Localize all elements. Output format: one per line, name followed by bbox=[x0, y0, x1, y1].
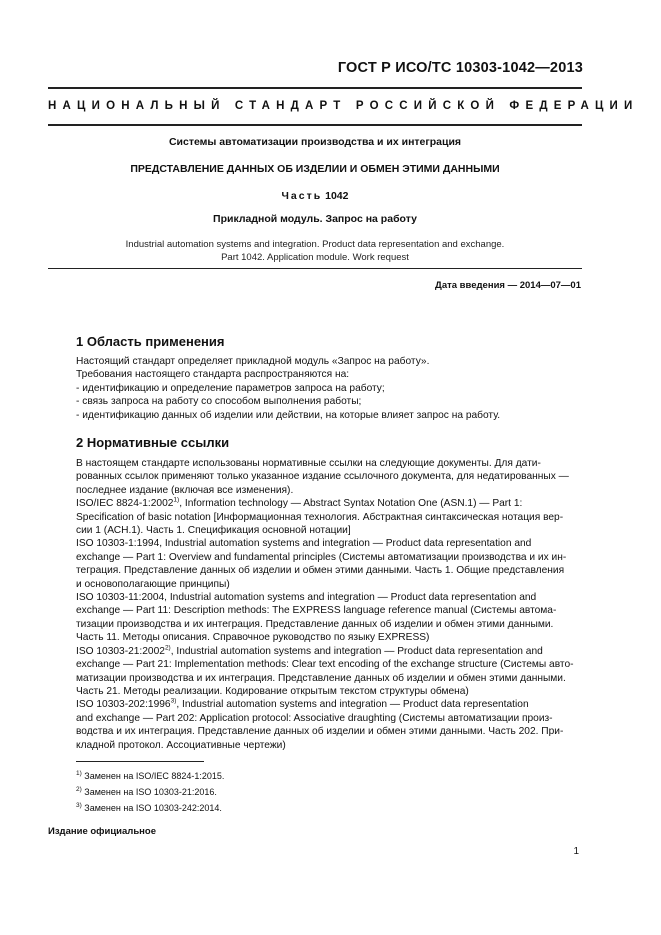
introduction-date: Дата введения — 2014—07—01 bbox=[435, 280, 581, 291]
ref-text: , Industrial automation systems and integration — Product data representation and bbox=[170, 645, 543, 657]
ref-line: теграция. Представление данных об изделии и обмен этими данными. Часть 1. Общие представления bbox=[76, 565, 565, 577]
ref-id: ISO 10303-21:2002 bbox=[76, 645, 165, 657]
section-heading-scope: 1 Область применения bbox=[76, 334, 225, 349]
footnote-mark: 2) bbox=[76, 786, 82, 793]
english-title-line: Industrial automation systems and integration. Product data representation and exchange. bbox=[125, 239, 505, 250]
scope-line: Требования настоящего стандарта распространяются на: bbox=[76, 369, 350, 381]
footnote-ref: 2) bbox=[164, 644, 171, 652]
scope-line: - связь запроса на работу со способом выполнения работы; bbox=[76, 396, 362, 408]
scope-line: Настоящий стандарт определяет прикладной модуль «Запрос на работу». bbox=[76, 356, 430, 367]
official-edition-label: Издание официальное bbox=[48, 826, 156, 837]
footnotes bbox=[76, 767, 224, 815]
ref-text: , Information technology — Abstract Syntax Notation One (ASN.1) — Part 1: bbox=[179, 498, 523, 510]
ref-line: exchange — Part 11: Description methods: The EXPRESS language reference manual (Системы автома- bbox=[76, 605, 557, 617]
ref-line: рованных ссылок применяют только указанное издание ссылочного документа, для недатированных — bbox=[76, 471, 569, 483]
ref-line: В настоящем стандарте использованы нормативные ссылки на следующие документы. Для дати- bbox=[76, 458, 541, 469]
footnote bbox=[76, 783, 224, 799]
module-title: Прикладной модуль. Запрос на работу bbox=[213, 213, 417, 225]
main-title: ПРЕДСТАВЛЕНИЕ ДАННЫХ ОБ ИЗДЕЛИИ И ОБМЕН ЭТИМИ ДАННЫМИ bbox=[130, 163, 500, 175]
section-heading-references: 2 Нормативные ссылки bbox=[76, 435, 230, 450]
page-number: 1 bbox=[573, 846, 579, 857]
part-number: 1042 bbox=[325, 190, 349, 202]
ref-line: Часть 11. Методы описания. Справочное руководство по языку EXPRESS) bbox=[76, 632, 430, 644]
footnote bbox=[76, 767, 224, 783]
footnote-text: Заменен на ISO/IEC 8824-1:2015. bbox=[81, 771, 225, 781]
part-label: Часть bbox=[281, 190, 323, 202]
footnote-rule bbox=[76, 761, 204, 762]
ref-line bbox=[76, 698, 582, 711]
ref-line: ISO 10303-11:2004, Industrial automation systems and integration — Product data representation and bbox=[76, 592, 537, 604]
scope-line: - идентификацию данных об изделии или действии, на которые влияет запрос на работу. bbox=[76, 409, 501, 421]
ref-line: матизации производства и их интеграция. Представление данных об изделии и обмен этими данными. bbox=[76, 672, 566, 684]
section-scope-body bbox=[76, 355, 582, 422]
ref-text: , Industrial automation systems and integration — Product data representation bbox=[176, 699, 529, 711]
title-rule bbox=[48, 124, 582, 126]
ref-line: водства и их интеграция. Представление данных об изделии и обмен этими данными. Часть 202. При- bbox=[76, 726, 564, 738]
ref-line: and exchange — Part 202: Application protocol: Associative draughting (Системы автоматизации произ- bbox=[76, 712, 553, 724]
national-standard-title: НАЦИОНАЛЬНЫЙ СТАНДАРТ РОССИЙСКОЙ ФЕДЕРАЦИИ bbox=[48, 100, 639, 112]
section-references-body bbox=[76, 457, 582, 752]
footnote-ref: 1) bbox=[173, 496, 180, 504]
ref-line bbox=[76, 645, 582, 658]
scope-line: - идентификацию и определение параметров запроса на работу; bbox=[76, 382, 385, 394]
english-title-line: Part 1042. Application module. Work request bbox=[221, 252, 409, 263]
ref-line: Часть 21. Методы реализации. Кодирование открытым текстом структуры обмена) bbox=[76, 685, 469, 697]
footnote-text: Заменен на ISO 10303-242:2014. bbox=[81, 803, 222, 813]
ref-line: Specification of basic notation [Информационная технология. Абстрактная синтаксическая нотация вер- bbox=[76, 511, 564, 523]
part-line bbox=[48, 190, 582, 202]
ref-line: последнее издание (включая все изменения). bbox=[76, 484, 294, 496]
english-title bbox=[48, 238, 582, 264]
footnote-text: Заменен на ISO 10303-21:2016. bbox=[81, 787, 217, 797]
footnote-mark: 3) bbox=[76, 802, 82, 809]
ref-line: и основополагающие принципы) bbox=[76, 578, 230, 590]
footnote-ref: 3) bbox=[170, 697, 177, 705]
ref-line: сии 1 (АСН.1). Часть 1. Спецификация основной нотации] bbox=[76, 525, 351, 537]
top-rule bbox=[48, 87, 582, 89]
document-code: ГОСТ Р ИСО/ТС 10303-1042—2013 bbox=[337, 60, 583, 76]
ref-line: тизации производства и их интеграция. Представление данных об изделии и обмен этими данными. bbox=[76, 618, 554, 630]
footnote bbox=[76, 799, 224, 815]
ref-line bbox=[76, 497, 582, 510]
ref-id: ISO/IEC 8824-1:2002 bbox=[76, 498, 174, 510]
series-title: Системы автоматизации производства и их интеграция bbox=[168, 136, 462, 148]
ref-line: ISO 10303-1:1994, Industrial automation systems and integration — Product data representation and bbox=[76, 538, 532, 550]
ref-line: exchange — Part 21: Implementation methods: Clear text encoding of the exchange structure (Системы авто- bbox=[76, 659, 574, 671]
ref-id: ISO 10303-202:1996 bbox=[76, 699, 171, 711]
title-bottom-rule bbox=[48, 268, 582, 269]
ref-line: кладной протокол. Ассоциативные чертежи) bbox=[76, 739, 286, 751]
ref-line: exchange — Part 1: Overview and fundamental principles (Системы автоматизации производства и их ин- bbox=[76, 551, 567, 563]
footnote-mark: 1) bbox=[76, 770, 82, 777]
